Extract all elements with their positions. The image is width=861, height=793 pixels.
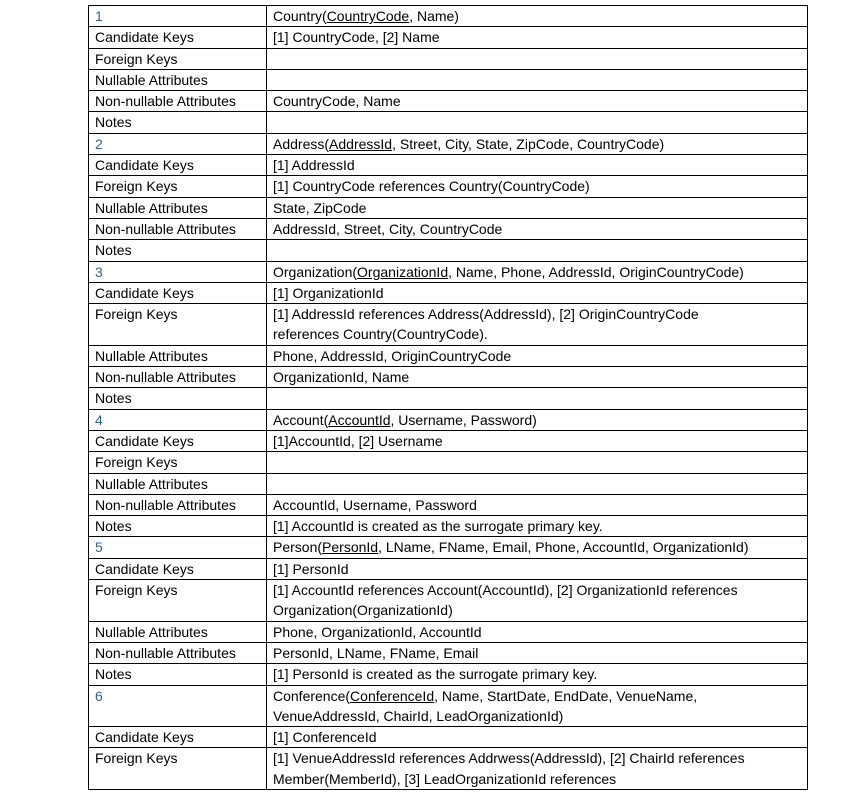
text-segment: , Name, StartDate, EndDate, VenueName, [434,687,698,704]
value-line [273,727,801,747]
table-row [89,664,808,685]
row-value-cell [267,409,808,430]
text-segment: , LName, FName, Email, Phone, AccountId, OrganizationId) [378,539,749,556]
table-row [89,388,808,409]
text-segment: Phone, OrganizationId, AccountId [273,623,482,640]
row-label-cell: Foreign Keys [89,48,267,69]
row-value-cell [267,727,808,748]
text-segment: [1] AccountId is created as the surrogate primary key. [273,518,603,535]
text-segment: [1] OrganizationId [273,284,384,301]
value-line [273,622,801,642]
entity-number-cell: 6 [89,685,267,727]
row-label-cell: Foreign Keys [89,748,267,790]
table-row [89,367,808,388]
table-row [89,282,808,303]
row-label-cell: Notes [89,388,267,409]
text-segment: [1] CountryCode references Country(CountryCode) [273,178,590,195]
value-line [273,516,801,536]
value-line [273,431,801,451]
value-line [273,537,801,557]
value-line [273,304,801,324]
table-row [89,155,808,176]
text-segment: [1] PersonId is created as the surrogate primary key. [273,666,598,683]
value-line [273,748,801,768]
table-row [89,27,808,48]
row-label-cell: Foreign Keys [89,304,267,346]
text-segment: State, ZipCode [273,199,367,216]
row-label-cell: Nullable Attributes [89,345,267,366]
value-line [273,134,801,154]
empty-line [273,388,801,408]
text-segment: Organization( [273,263,358,280]
entity-number-cell: 2 [89,133,267,154]
row-value-cell [267,112,808,133]
text-segment: Phone, AddressId, OriginCountryCode [273,347,512,364]
text-segment: Account( [273,411,329,428]
row-label-cell: Candidate Keys [89,282,267,303]
text-segment: [1] AccountId references Account(AccountId), [2] OrganizationId references [273,582,738,599]
table-row [89,685,808,727]
row-value-cell [267,748,808,790]
table-row [89,6,808,27]
row-value-cell [267,621,808,642]
table-row [89,91,808,112]
row-value-cell [267,261,808,282]
row-value-cell [267,430,808,451]
row-label-cell: Non-nullable Attributes [89,367,267,388]
row-label-cell: Candidate Keys [89,155,267,176]
entity-number-cell: 1 [89,6,267,27]
table-row [89,516,808,537]
row-value-cell [267,155,808,176]
table-row [89,580,808,622]
row-value-cell [267,218,808,239]
row-value-cell [267,537,808,558]
row-value-cell [267,69,808,90]
row-label-cell: Non-nullable Attributes [89,494,267,515]
row-value-cell [267,473,808,494]
row-value-cell [267,345,808,366]
text-segment: CountryCode, Name [273,93,401,110]
row-value-cell [267,516,808,537]
value-line [273,219,801,239]
empty-line [273,112,801,132]
value-line [273,91,801,111]
text-segment: Organization(OrganizationId) [273,602,453,619]
row-value-cell [267,304,808,346]
table-row [89,642,808,663]
value-line [273,643,801,663]
table-row [89,176,808,197]
table-row [89,621,808,642]
row-label-cell: Nullable Attributes [89,197,267,218]
row-value-cell [267,133,808,154]
value-line [273,686,801,706]
text-segment: , Username, Password) [390,411,537,428]
entity-number-cell: 4 [89,409,267,430]
row-value-cell [267,685,808,727]
text-segment: AddressId, Street, City, CountryCode [273,220,503,237]
value-line [273,324,801,344]
table-row [89,218,808,239]
table-row [89,133,808,154]
text-segment: PersonId, LName, FName, Email [273,644,479,661]
table-row [89,748,808,790]
table-row [89,69,808,90]
table-row [89,558,808,579]
text-segment: [1] VenueAddressId references Addrwess(AddressId), [2] ChairId references [273,750,745,767]
row-label-cell: Notes [89,516,267,537]
row-label-cell: Non-nullable Attributes [89,218,267,239]
row-value-cell [267,48,808,69]
table-row [89,240,808,261]
row-value-cell [267,388,808,409]
table-row [89,430,808,451]
value-line [273,176,801,196]
schema-table [88,5,808,790]
text-segment: , Street, City, State, ZipCode, CountryCode) [392,135,665,152]
primary-key-attribute: AddressId [329,135,393,152]
row-value-cell [267,580,808,622]
value-line [273,367,801,387]
row-value-cell [267,6,808,27]
row-label-cell: Notes [89,664,267,685]
row-value-cell [267,664,808,685]
table-row [89,409,808,430]
table-row [89,494,808,515]
empty-line [273,474,801,494]
text-segment: VenueAddressId, ChairId, LeadOrganizationId) [273,707,564,724]
row-label-cell: Candidate Keys [89,27,267,48]
text-segment: Person( [273,539,323,556]
row-label-cell: Foreign Keys [89,580,267,622]
row-label-cell: Non-nullable Attributes [89,642,267,663]
text-segment: [1] AddressId references Address(AddressId), [2] OriginCountryCode [273,306,699,323]
table-row [89,112,808,133]
row-label-cell: Foreign Keys [89,452,267,473]
row-value-cell [267,240,808,261]
row-value-cell [267,176,808,197]
value-line [273,769,801,789]
table-row [89,537,808,558]
row-label-cell: Candidate Keys [89,558,267,579]
row-label-cell: Nullable Attributes [89,473,267,494]
row-value-cell [267,282,808,303]
row-label-cell: Foreign Keys [89,176,267,197]
table-row [89,452,808,473]
row-label-cell: Candidate Keys [89,430,267,451]
row-label-cell: Notes [89,112,267,133]
table-row [89,473,808,494]
primary-key-attribute: OrganizationId [357,263,449,280]
row-label-cell: Nullable Attributes [89,69,267,90]
text-segment: references Country(CountryCode). [273,326,488,343]
empty-line [273,49,801,69]
entity-number-cell: 3 [89,261,267,282]
text-segment: Country( [273,8,327,24]
value-line [273,198,801,218]
value-line [273,283,801,303]
row-value-cell [267,197,808,218]
value-line [273,559,801,579]
text-segment: [1]AccountId, [2] Username [273,432,443,449]
empty-line [273,240,801,260]
text-segment: [1] CountryCode, [2] Name [273,29,440,46]
value-line [273,495,801,515]
schema-table-body [89,6,808,790]
text-segment: [1] ConferenceId [273,729,377,746]
primary-key-attribute: CountryCode [326,8,410,24]
row-value-cell [267,452,808,473]
value-line [273,346,801,366]
value-line [273,27,801,47]
text-segment: Member(MemberId), [3] LeadOrganizationId references [273,770,617,787]
row-value-cell [267,367,808,388]
text-segment: Conference( [273,687,351,704]
row-value-cell [267,91,808,112]
primary-key-attribute: PersonId [322,539,379,556]
table-row [89,345,808,366]
value-line [273,580,801,600]
table-row [89,304,808,346]
row-value-cell [267,558,808,579]
value-line [273,706,801,726]
value-line [273,664,801,684]
row-value-cell [267,494,808,515]
empty-line [273,70,801,90]
table-row [89,727,808,748]
row-value-cell [267,642,808,663]
primary-key-attribute: ConferenceId [350,687,435,704]
entity-number-cell: 5 [89,537,267,558]
text-segment: [1] AddressId [273,157,355,174]
row-label-cell: Candidate Keys [89,727,267,748]
value-line [273,262,801,282]
row-label-cell: Nullable Attributes [89,621,267,642]
table-row [89,261,808,282]
row-value-cell [267,27,808,48]
value-line [273,410,801,430]
text-segment: OrganizationId, Name [273,369,410,386]
row-label-cell: Non-nullable Attributes [89,91,267,112]
table-row [89,48,808,69]
empty-line [273,452,801,472]
table-row [89,197,808,218]
text-segment: , Name) [409,8,459,24]
value-line [273,600,801,620]
primary-key-attribute: AccountId [328,411,391,428]
text-segment: Address( [273,135,330,152]
value-line [273,155,801,175]
text-segment: AccountId, Username, Password [273,496,477,513]
text-segment: [1] PersonId [273,560,349,577]
row-label-cell: Notes [89,240,267,261]
text-segment: , Name, Phone, AddressId, OriginCountryCode) [448,263,744,280]
value-line [273,6,801,26]
